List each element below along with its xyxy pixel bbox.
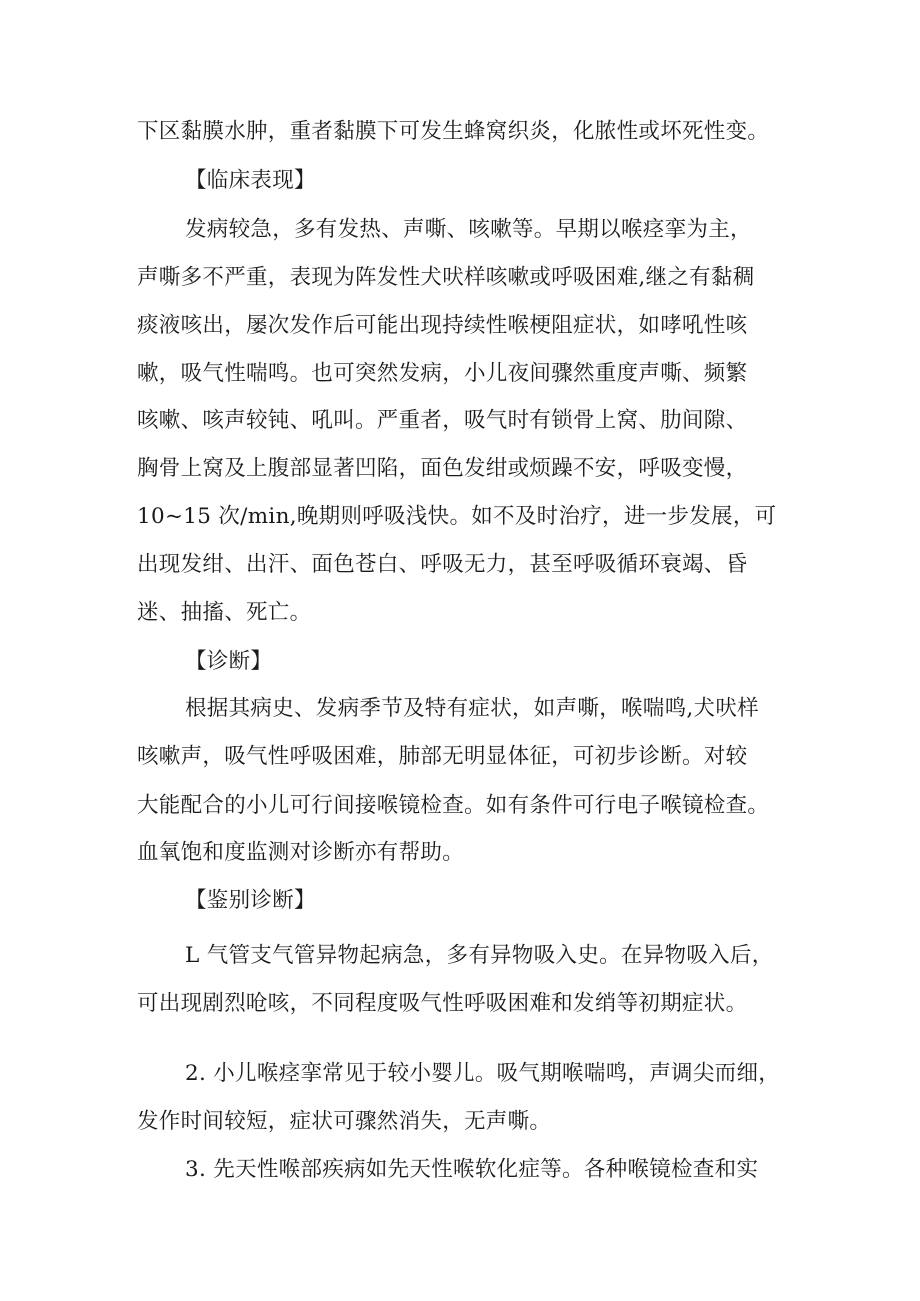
- paragraph-line: 咳嗽、咳声较钝、吼叫。严重者，吸气时有锁骨上窝、肋间隙、: [137, 408, 748, 433]
- continuation-text: 下区黏膜水肿，重者黏膜下可发生蜂窝织炎，化脓性或坏死性变。: [137, 119, 770, 144]
- list-item-line: 可出现剧烈呛咳，不同程度吸气性呼吸困难和发绡等初期症状。: [137, 991, 748, 1016]
- list-item-line: 发作时间较短，症状可骤然消失，无声嘶。: [137, 1109, 552, 1134]
- paragraph-line: 声嘶多不严重，表现为阵发性犬吠样咳嗽或呼吸困难,继之有黏稠: [137, 265, 755, 290]
- paragraph-line: 发病较急，多有发热、声嘶、咳嗽等。早期以喉痉挛为主，: [185, 217, 752, 242]
- paragraph-line: 嗽，吸气性喘鸣。也可突然发病，小儿夜间骤然重度声嘶、频繁: [137, 361, 748, 386]
- paragraph-line: 10~15 次/min,晚期则呼吸浅快。如不及时治疗，进一步发展，可: [137, 504, 777, 529]
- list-item-line: L 气管支气管异物起病急，多有异物吸入史。在异物吸入后，: [185, 943, 774, 968]
- section-heading-diagnosis: 【诊断】: [185, 649, 273, 674]
- paragraph-line: 大能配合的小儿可行间接喉镜检查。如有条件可行电子喉镜检查。: [137, 793, 770, 818]
- paragraph-line: 痰液咳出，屡次发作后可能出现持续性喉梗阻症状，如哮吼性咳: [137, 313, 748, 338]
- paragraph-line: 迷、抽搐、死亡。: [137, 600, 312, 625]
- paragraph-line: 血氧饱和度监测对诊断亦有帮助。: [137, 840, 465, 865]
- section-heading-clinical: 【临床表现】: [185, 168, 316, 193]
- section-heading-differential: 【鉴别诊断】: [185, 888, 316, 913]
- paragraph-line: 出现发绀、出汗、面色苍白、呼吸无力，甚至呼吸循环衰竭、昏: [137, 552, 748, 577]
- list-item-line: 3. 先天性喉部疾病如先天性喉软化症等。各种喉镜检查和实: [185, 1157, 759, 1182]
- list-item-line: 2. 小儿喉痉挛常见于较小婴儿。吸气期喉喘鸣，声调尖而细，: [185, 1061, 781, 1086]
- paragraph-line: 胸骨上窝及上腹部显著凹陷，面色发绀或烦躁不安，呼吸变慢，: [137, 456, 748, 481]
- paragraph-line: 根据其病史、发病季节及特有症状，如声嘶，喉喘鸣,犬吠样: [185, 696, 759, 721]
- paragraph-line: 咳嗽声，吸气性呼吸困难，肺部无明显体征，可初步诊断。对较: [137, 744, 748, 769]
